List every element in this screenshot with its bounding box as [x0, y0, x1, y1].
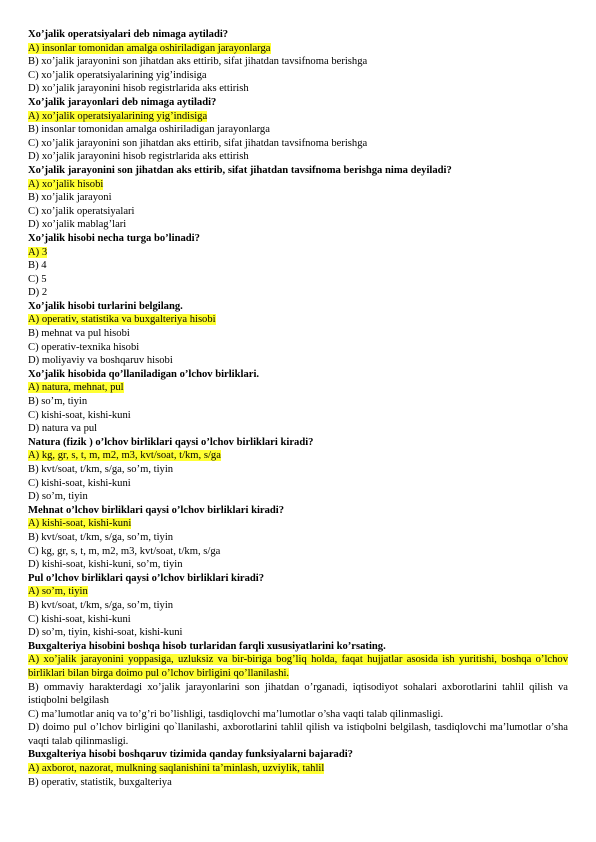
answer-option-text: D) natura va pul — [28, 423, 98, 435]
answer-option — [28, 69, 568, 83]
answer-option-text: C) xo’jalik jarayonini son jihatdan aks ettirib, sifat jihatdan tavsifnoma berishga — [28, 137, 368, 149]
answer-option — [28, 613, 568, 627]
answer-option — [28, 477, 568, 491]
answer-option-text: B) mehnat va pul hisobi — [28, 328, 130, 340]
correct-answer-option — [28, 178, 568, 192]
correct-answer-option — [28, 246, 568, 260]
answer-option — [28, 558, 568, 572]
answer-option-text: A) xo’jalik operatsiyalarining yig’indisiga — [28, 110, 208, 122]
answer-option — [28, 273, 568, 287]
answer-option-text: B) xo’jalik jarayoni — [28, 192, 112, 204]
answer-option-text: A) natura, mehnat, pul — [28, 382, 124, 394]
answer-option-text: B) kvt/soat, t/km, s/ga, so’m, tiyin — [28, 599, 174, 611]
answer-option — [28, 218, 568, 232]
answer-option-text: A) xo’jalik jarayonini yoppasiga, uzluksiz va bir-biriga bog’liq holda, faqat hujjatlar asosida ish yuritishi, boshqa o’lchov birliklari bilan birga doimo pul o’lchov birligini qo’llanilashi. — [28, 654, 568, 679]
question-text: Natura (fizik ) o’lchov birliklari qaysi o’lchov birliklari kiradi? — [28, 436, 314, 448]
answer-option — [28, 341, 568, 355]
answer-option-text: A) xo’jalik hisobi — [28, 178, 104, 190]
answer-option-text: A) axborot, nazorat, mulkning saqlanishini ta’minlash, uzviylik, tahlil — [28, 763, 325, 775]
answer-option-text: C) xo’jalik operatsiyalarining yig’indisiga — [28, 69, 207, 81]
answer-option — [28, 721, 568, 748]
answer-option — [28, 354, 568, 368]
answer-option — [28, 626, 568, 640]
answer-option — [28, 776, 568, 790]
answer-option-text: B) operativ, statistik, buxgalteriya — [28, 776, 172, 788]
answer-option-text: A) kg, gr, s, t, m, m2, m3, kvt/soat, t/km, s/ga — [28, 450, 221, 462]
question-text: Xo’jalik jarayonlari deb nimaga aytiladi? — [28, 96, 217, 108]
answer-option-text: A) 3 — [28, 246, 48, 258]
answer-option-text: B) ommaviy harakterdagi xo’jalik jarayonlarini son jihatdan o’rganadi, iqtisodiyot sohalari axborotlarini tahlil qilish va istiqbolni belgilash — [28, 681, 568, 707]
answer-option — [28, 395, 568, 409]
answer-option — [28, 545, 568, 559]
answer-option-text: D) xo’jalik mablag’lari — [28, 219, 127, 231]
answer-option — [28, 327, 568, 341]
answer-option-text: C) kishi-soat, kishi-kuni — [28, 477, 131, 489]
answer-option — [28, 681, 568, 708]
answer-option — [28, 137, 568, 151]
answer-option — [28, 55, 568, 69]
answer-option — [28, 286, 568, 300]
correct-answer-option — [28, 313, 568, 327]
question-text: Buxgalteriya hisobini boshqa hisob turlaridan farqli xususiyatlarini ko’rsating. — [28, 640, 386, 652]
question-text: Mehnat o’lchov birliklari qaysi o’lchov birliklari kiradi? — [28, 504, 285, 516]
answer-option-text: C) 5 — [28, 273, 47, 285]
answer-option-text: B) xo’jalik jarayonini son jihatdan aks ettirib, sifat jihatdan tavsifnoma berishga — [28, 56, 368, 68]
answer-option — [28, 123, 568, 137]
answer-option — [28, 409, 568, 423]
answer-option — [28, 490, 568, 504]
question-text: Pul o’lchov birliklari qaysi o’lchov birliklari kiradi? — [28, 572, 265, 584]
answer-option-text: A) insonlar tomonidan amalga oshiriladigan jarayonlarga — [28, 42, 271, 54]
question-text: Xo’jalik jarayonini son jihatdan aks ettirib, sifat jihatdan tavsifnoma berishga nima deyiladi? — [28, 164, 452, 176]
correct-answer-option — [28, 381, 568, 395]
answer-option-text: A) kishi-soat, kishi-kuni — [28, 518, 132, 530]
answer-option-text: C) kg, gr, s, t, m, m2, m3, kvt/soat, t/km, s/ga — [28, 545, 221, 557]
answer-option-text: C) ma’lumotlar aniq va to’g’ri bo’lishligi, tasdiqlovchi ma’lumotlar o’sha vaqti talab qilinmasligi. — [28, 708, 444, 720]
answer-option — [28, 599, 568, 613]
question-text: Xo’jalik hisobi turlarini belgilang. — [28, 300, 183, 312]
answer-option-text: D) so’m, tiyin, kishi-soat, kishi-kuni — [28, 627, 183, 639]
answer-option — [28, 531, 568, 545]
answer-option-text: B) kvt/soat, t/km, s/ga, so’m, tiyin — [28, 464, 174, 475]
correct-answer-option — [28, 585, 568, 599]
answer-option-text: A) operativ, statistika va buxgalteriya hisobi — [28, 314, 216, 326]
answer-option-text: B) insonlar tomonidan amalga oshiriladigan jarayonlarga — [28, 124, 270, 136]
answer-option — [28, 259, 568, 273]
answer-option — [28, 708, 568, 722]
answer-option — [28, 150, 568, 164]
answer-option — [28, 82, 568, 96]
answer-option-text: D) so’m, tiyin — [28, 491, 88, 503]
answer-option-text: B) 4 — [28, 260, 47, 272]
question-text: Xo’jalik operatsiyalari deb nimaga aytiladi? — [28, 29, 229, 40]
correct-answer-option — [28, 110, 568, 124]
correct-answer-option — [28, 653, 568, 680]
answer-option-text: D) doimo pul o’lchov birligini qo`llanilashi, axborotlarini tahlil qilish va istiqbolni belgilash, tasdiqlovchi ma’lumotlar o’sha vaqti talab qilinmasligi. — [28, 722, 568, 747]
answer-option — [28, 463, 568, 477]
answer-option-text: C) kishi-soat, kishi-kuni — [28, 613, 131, 625]
answer-option-text: D) kishi-soat, kishi-kuni, so’m, tiyin — [28, 559, 183, 571]
answer-option-text: A) so’m, tiyin — [28, 586, 88, 598]
correct-answer-option — [28, 517, 568, 531]
answer-option-text: D) moliyaviy va boshqaruv hisobi — [28, 355, 173, 367]
answer-option-text: C) operativ-texnika hisobi — [28, 341, 140, 353]
question-text: Xo’jalik hisobida qo’llaniladigan o’lchov birliklari. — [28, 368, 260, 380]
answer-option-text: C) kishi-soat, kishi-kuni — [28, 409, 131, 421]
correct-answer-option — [28, 42, 568, 56]
question-text: Buxgalteriya hisobi boshqaruv tizimida qanday funksiyalarni bajaradi? — [28, 749, 353, 761]
answer-option — [28, 191, 568, 205]
answer-option-text: B) so’m, tiyin — [28, 396, 88, 408]
correct-answer-option — [28, 449, 568, 463]
answer-option-text: D) 2 — [28, 287, 48, 299]
test-document — [28, 28, 568, 789]
answer-option-text: B) kvt/soat, t/km, s/ga, so’m, tiyin — [28, 531, 174, 543]
answer-option — [28, 422, 568, 436]
answer-option-text: D) xo’jalik jarayonini hisob registrlarida aks ettirish — [28, 83, 249, 95]
answer-option-text: C) xo’jalik operatsiyalari — [28, 205, 135, 217]
answer-option — [28, 205, 568, 219]
correct-answer-option — [28, 762, 568, 776]
answer-option-text: D) xo’jalik jarayonini hisob registrlarida aks ettirish — [28, 151, 249, 163]
question-text: Xo’jalik hisobi necha turga bo’linadi? — [28, 232, 200, 244]
